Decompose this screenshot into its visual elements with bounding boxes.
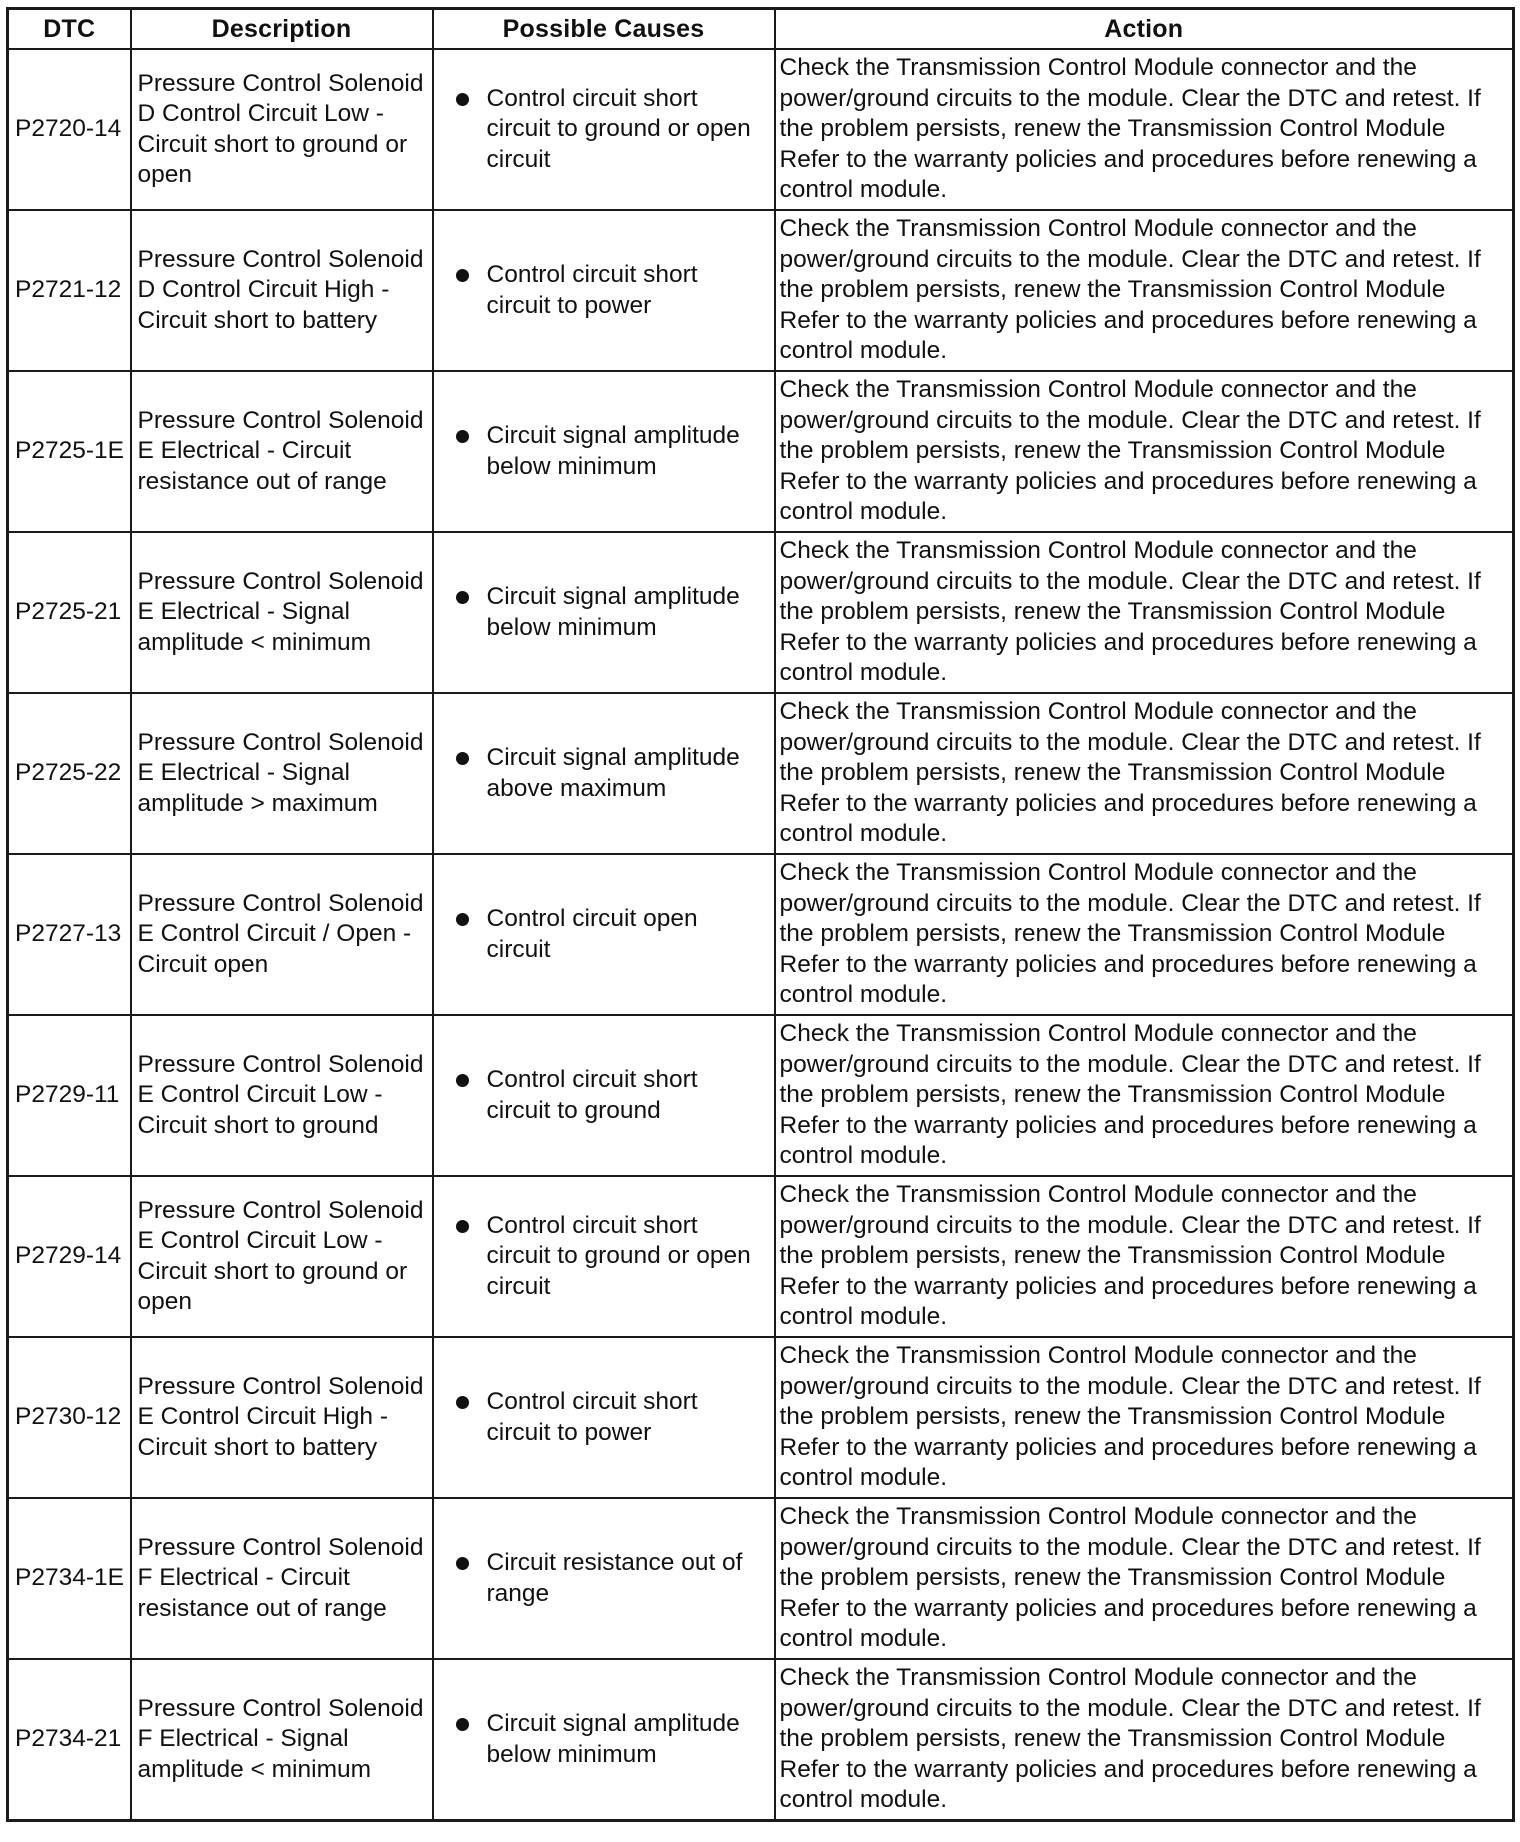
dtc-code: P2720-14 — [8, 49, 131, 210]
dtc-document — [6, 7, 1512, 1822]
header-row — [8, 9, 1514, 50]
bullet-icon — [456, 269, 469, 282]
possible-cause — [433, 854, 775, 1015]
dtc-code: P2727-13 — [8, 854, 131, 1015]
table-row — [8, 854, 1514, 1015]
possible-cause — [433, 1015, 775, 1176]
possible-cause-text: Control circuit short circuit to power — [486, 1388, 698, 1446]
possible-cause-text: Control circuit short circuit to power — [486, 261, 698, 319]
possible-cause — [433, 210, 775, 371]
dtc-description: Pressure Control Solenoid F Electrical - Signal amplitude < minimum — [131, 1659, 433, 1821]
dtc-code: P2729-14 — [8, 1176, 131, 1337]
possible-cause-text: Control circuit open circuit — [486, 905, 698, 963]
dtc-description: Pressure Control Solenoid E Electrical - Signal amplitude < minimum — [131, 532, 433, 693]
possible-cause — [433, 371, 775, 532]
header-description: Description — [131, 9, 433, 50]
possible-cause-text: Control circuit short circuit to ground — [486, 1066, 698, 1124]
dtc-code: P2725-1E — [8, 371, 131, 532]
possible-cause-text: Circuit resistance out of range — [486, 1549, 743, 1607]
dtc-table — [6, 7, 1515, 1822]
table-row — [8, 693, 1514, 854]
table-row — [8, 532, 1514, 693]
dtc-code: P2729-11 — [8, 1015, 131, 1176]
bullet-icon — [456, 1074, 469, 1087]
dtc-description: Pressure Control Solenoid E Control Circuit Low - Circuit short to ground or open — [131, 1176, 433, 1337]
action-text: Check the Transmission Control Module connector and the power/ground circuits to the module. Clear the DTC and retest. If the problem persists, renew the Transmission Control Module Refer to the warranty policies and procedures before renewing a control module. — [775, 49, 1514, 210]
possible-cause — [433, 1659, 775, 1821]
bullet-icon — [456, 913, 469, 926]
dtc-description: Pressure Control Solenoid E Control Circuit High - Circuit short to battery — [131, 1337, 433, 1498]
possible-cause — [433, 532, 775, 693]
dtc-code: P2734-21 — [8, 1659, 131, 1821]
table-row — [8, 1498, 1514, 1659]
possible-cause — [433, 1337, 775, 1498]
possible-cause — [433, 1176, 775, 1337]
bullet-icon — [456, 1396, 469, 1409]
table-row — [8, 1176, 1514, 1337]
table-row — [8, 210, 1514, 371]
dtc-description: Pressure Control Solenoid D Control Circuit High - Circuit short to battery — [131, 210, 433, 371]
header-possible-causes: Possible Causes — [433, 9, 775, 50]
dtc-description: Pressure Control Solenoid E Electrical - Circuit resistance out of range — [131, 371, 433, 532]
action-text: Check the Transmission Control Module connector and the power/ground circuits to the module. Clear the DTC and retest. If the problem persists, renew the Transmission Control Module Refer to the warranty policies and procedures before renewing a control module. — [775, 371, 1514, 532]
action-text: Check the Transmission Control Module connector and the power/ground circuits to the module. Clear the DTC and retest. If the problem persists, renew the Transmission Control Module Refer to the warranty policies and procedures before renewing a control module. — [775, 1337, 1514, 1498]
action-text: Check the Transmission Control Module connector and the power/ground circuits to the module. Clear the DTC and retest. If the problem persists, renew the Transmission Control Module Refer to the warranty policies and procedures before renewing a control module. — [775, 1498, 1514, 1659]
dtc-description: Pressure Control Solenoid F Electrical - Circuit resistance out of range — [131, 1498, 433, 1659]
possible-cause — [433, 49, 775, 210]
possible-cause-text: Control circuit short circuit to ground or open circuit — [486, 1211, 751, 1300]
action-text: Check the Transmission Control Module connector and the power/ground circuits to the module. Clear the DTC and retest. If the problem persists, renew the Transmission Control Module Refer to the warranty policies and procedures before renewing a control module. — [775, 693, 1514, 854]
bullet-icon — [456, 752, 469, 765]
possible-cause — [433, 1498, 775, 1659]
possible-cause — [433, 693, 775, 854]
possible-cause-text: Circuit signal amplitude below minimum — [486, 422, 740, 480]
bullet-icon — [456, 430, 469, 443]
action-text: Check the Transmission Control Module connector and the power/ground circuits to the module. Clear the DTC and retest. If the problem persists, renew the Transmission Control Module Refer to the warranty policies and procedures before renewing a control module. — [775, 210, 1514, 371]
bullet-icon — [456, 591, 469, 604]
table-row — [8, 371, 1514, 532]
dtc-description: Pressure Control Solenoid E Electrical - Signal amplitude > maximum — [131, 693, 433, 854]
table-row — [8, 1015, 1514, 1176]
dtc-code: P2725-22 — [8, 693, 131, 854]
dtc-code: P2721-12 — [8, 210, 131, 371]
possible-cause-text: Control circuit short circuit to ground or open circuit — [486, 84, 751, 173]
bullet-icon — [456, 1557, 469, 1570]
dtc-description: Pressure Control Solenoid E Control Circuit Low - Circuit short to ground — [131, 1015, 433, 1176]
dtc-description: Pressure Control Solenoid D Control Circuit Low - Circuit short to ground or open — [131, 49, 433, 210]
action-text: Check the Transmission Control Module connector and the power/ground circuits to the module. Clear the DTC and retest. If the problem persists, renew the Transmission Control Module Refer to the warranty policies and procedures before renewing a control module. — [775, 854, 1514, 1015]
bullet-icon — [456, 1718, 469, 1731]
possible-cause-text: Circuit signal amplitude above maximum — [486, 744, 740, 802]
bullet-icon — [456, 1220, 469, 1233]
table-row — [8, 1337, 1514, 1498]
dtc-code: P2730-12 — [8, 1337, 131, 1498]
action-text: Check the Transmission Control Module connector and the power/ground circuits to the module. Clear the DTC and retest. If the problem persists, renew the Transmission Control Module Refer to the warranty policies and procedures before renewing a control module. — [775, 1176, 1514, 1337]
action-text: Check the Transmission Control Module connector and the power/ground circuits to the module. Clear the DTC and retest. If the problem persists, renew the Transmission Control Module Refer to the warranty policies and procedures before renewing a control module. — [775, 1015, 1514, 1176]
header-dtc: DTC — [8, 9, 131, 50]
action-text: Check the Transmission Control Module connector and the power/ground circuits to the module. Clear the DTC and retest. If the problem persists, renew the Transmission Control Module Refer to the warranty policies and procedures before renewing a control module. — [775, 1659, 1514, 1821]
dtc-code: P2734-1E — [8, 1498, 131, 1659]
table-row — [8, 49, 1514, 210]
possible-cause-text: Circuit signal amplitude below minimum — [486, 583, 740, 641]
possible-cause-text: Circuit signal amplitude below minimum — [486, 1710, 740, 1768]
action-text: Check the Transmission Control Module connector and the power/ground circuits to the module. Clear the DTC and retest. If the problem persists, renew the Transmission Control Module Refer to the warranty policies and procedures before renewing a control module. — [775, 532, 1514, 693]
dtc-description: Pressure Control Solenoid E Control Circuit / Open - Circuit open — [131, 854, 433, 1015]
header-action: Action — [775, 9, 1514, 50]
bullet-icon — [456, 93, 469, 106]
dtc-code: P2725-21 — [8, 532, 131, 693]
table-row — [8, 1659, 1514, 1821]
